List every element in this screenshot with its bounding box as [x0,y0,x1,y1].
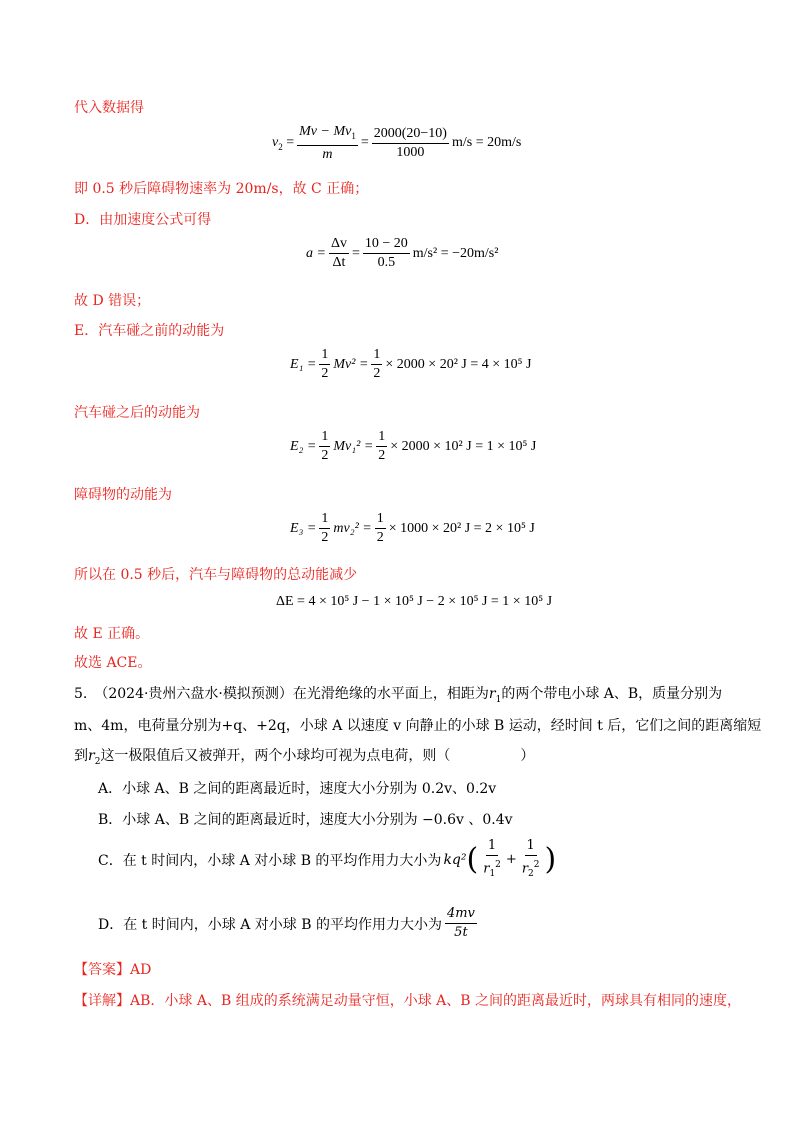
solution-line-choose: 故选 ACE。 [74,655,152,671]
option-c-text: C．在 t 时间内，小球 A 对小球 B 的平均作用力大小为 [98,852,442,869]
option-d[interactable]: D．在 t 时间内，小球 A 对小球 B 的平均作用力大小为 $\frac{4mv}{5t}$ [98,906,475,940]
equation-acceleration: a = $\frac{\Delta v}{\Delta t}$ = $\frac{10 - 20}{0.5}$ m/s² = −20m/s² [306,236,499,270]
solution-line-substitute: 代入数据得 [74,100,144,116]
detail-line [74,992,741,1010]
equation-e2: E₂ = $\frac{1}{2}$ Mv₁² = $\frac{1}{2}$ × 2000 × 10² J = 1 × 10⁵ J [290,429,537,463]
solution-line-e: E．汽车碰之前的动能为 [74,323,225,339]
equation-delta-e: ΔE = 4 × 10⁵ J − 1 × 10⁵ J − 2 × 10⁵ J = 1 × 10⁵ J [276,594,553,609]
equation-e3: E₃ = $\frac{1}{2}$ mv₂² = $\frac{1}{2}$ × 1000 × 20² J = 2 × 10⁵ J [290,511,535,545]
question5-line1: 5. （2024·贵州六盘水·模拟预测）在光滑绝缘的水平面上，相距为$r_1$的两个带电小球 A、B，质量分别为 [74,686,723,705]
solution-line-e-correct: 故 E 正确。 [74,626,150,642]
solution-line-obstacle: 障碍物的动能为 [74,487,172,503]
question5-line3: 到$r_2$这一极限值后又被弹开，两个小球均可视为点电荷，则（ ） [74,748,535,767]
answer-label: 【答案】 [74,962,130,978]
equation-v2: $v_2$ = $\frac{Mv - Mv_1}{m}$ = $\frac{2000(20-10)}{1000}$ m/s = 20m/s [272,124,522,162]
solution-line-d-wrong: 故 D 错误； [74,293,151,309]
option-c[interactable]: C．在 t 时间内，小球 A 对小球 B 的平均作用力大小为 kq² ( $\frac{1}{r_1^2}$ + $\frac{1}{r_2^2}$ ) [98,838,557,879]
equation-e1: E₁ = $\frac{1}{2}$ Mv² = $\frac{1}{2}$ × 2000 × 20² J = 4 × 10⁵ J [290,347,532,381]
option-b[interactable]: B．小球 A、B 之间的距离最近时，速度大小分别为 −0.6v 、0.4v [98,812,513,828]
detail-label: 【详解】 [74,993,130,1009]
solution-line-d: D．由加速度公式可得 [74,212,212,228]
question5-line2: m、4m，电荷量分别为+q、+2q，小球 A 以速度 v 向静止的小球 B 运动，经时间 t 后，它们之间的距离缩短 [74,718,762,734]
solution-line-c: 即 0.5 秒后障碍物速率为 20m/s，故 C 正确； [74,181,369,197]
answer-value: AD [130,962,152,978]
solution-line-total: 所以在 0.5 秒后，汽车与障碍物的总动能减少 [74,567,358,583]
option-d-text: D．在 t 时间内，小球 A 对小球 B 的平均作用力大小为 [98,916,442,933]
option-c-kq: kq² [443,851,467,868]
answer-line [74,961,151,979]
option-a[interactable]: A．小球 A、B 之间的距离最近时，速度大小分别为 0.2v、0.2v [98,781,497,797]
solution-line-after: 汽车碰之后的动能为 [74,405,200,421]
detail-text: AB．小球 A、B 组成的系统满足动量守恒，小球 A、B 之间的距离最近时，两球具有相同的速度， [130,993,741,1009]
